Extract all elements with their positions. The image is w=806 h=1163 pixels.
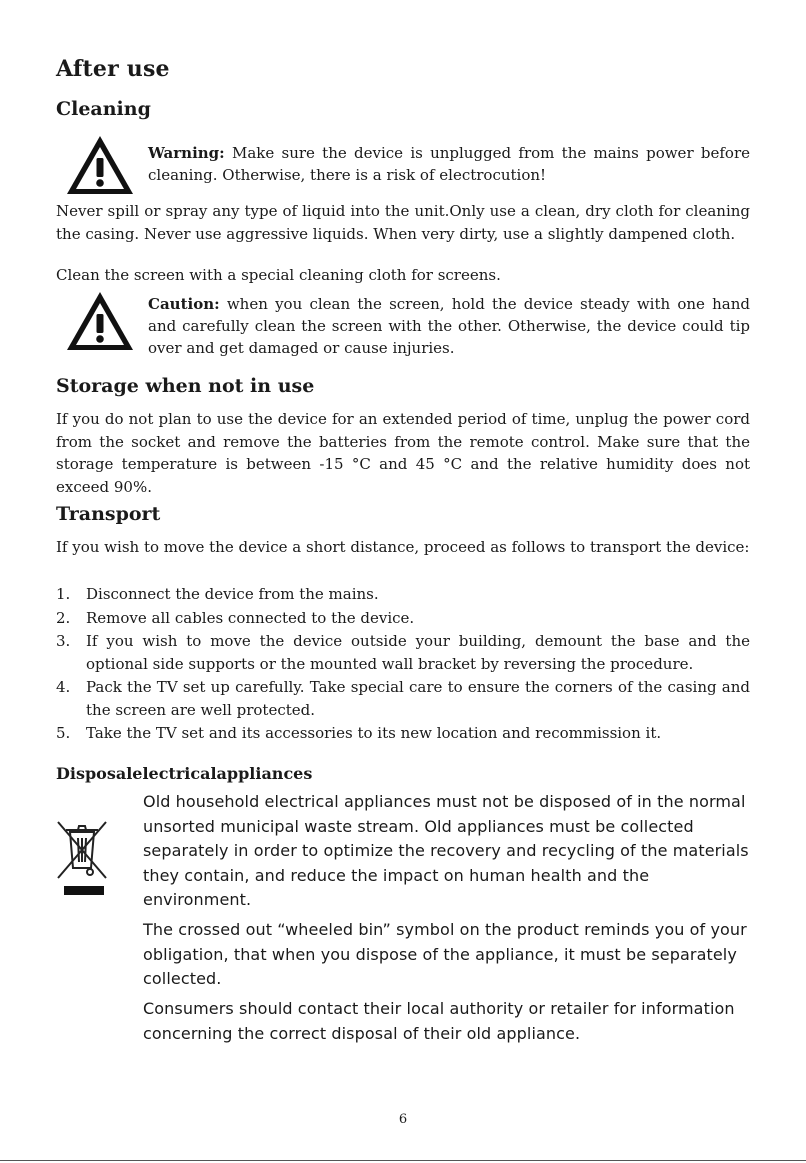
- warning-label: Warning:: [148, 144, 225, 162]
- cleaning-paragraph-1: Never spill or spray any type of liquid into the unit.Only use a clean, dry cloth for cleaning the casing. Never use aggressive liquids. When very dirty, use a slightly dampened cloth.: [56, 202, 750, 243]
- step-text: Take the TV set and its accessories to its new location and recommission it.: [86, 724, 662, 742]
- step-number: 4.: [56, 678, 71, 696]
- step-number: 5.: [56, 724, 71, 742]
- list-item: [56, 583, 750, 606]
- list-item: [56, 630, 750, 675]
- crossed-out-wheeled-bin-icon: [52, 810, 112, 902]
- list-item: [56, 722, 750, 745]
- bottom-rule: [0, 1160, 806, 1161]
- warning-note: [56, 134, 750, 196]
- list-item: [56, 676, 750, 721]
- cleaning-heading: Cleaning: [56, 98, 151, 120]
- warning-triangle-icon: [65, 290, 135, 352]
- step-number: 1.: [56, 585, 71, 603]
- step-number: 3.: [56, 632, 71, 650]
- step-text: Disconnect the device from the mains.: [86, 585, 379, 603]
- caution-body: when you clean the screen, hold the device steady with one hand and carefully clean the screen with the other. Otherwise, the device could tip over and get damaged or cause injuries.: [148, 295, 750, 357]
- list-item: [56, 607, 750, 630]
- step-number: 2.: [56, 608, 71, 627]
- step-text: Pack the TV set up carefully. Take special care to ensure the corners of the casing and the screen are well protected.: [86, 678, 750, 719]
- warning-triangle-icon: [65, 134, 135, 196]
- warning-body: Make sure the device is unplugged from the mains power before cleaning. Otherwise, there is a risk of electrocution!: [148, 144, 750, 184]
- page-title: After use: [56, 56, 170, 82]
- caution-text: [148, 293, 750, 359]
- warning-text: [148, 142, 750, 186]
- step-text: Remove all cables connected to the device.: [86, 608, 415, 627]
- storage-heading: Storage when not in use: [56, 375, 315, 397]
- disposal-paragraph-3: Consumers should contact their local authority or retailer for information concerning the correct disposal of their old appliance.: [143, 999, 735, 1043]
- page-number: 6: [398, 1112, 408, 1127]
- caution-note: [56, 288, 750, 357]
- transport-intro: If you wish to move the device a short distance, proceed as follows to transport the device:: [56, 538, 750, 556]
- caution-label: Caution:: [148, 295, 220, 313]
- disposal-paragraph-1: Old household electrical appliances must not be disposed of in the normal unsorted municipal waste stream. Old appliances must be collected separately in order to optimize the recovery and recycling of the materials they contain, and reduce the impact on human health and the environment.: [143, 792, 749, 909]
- disposal-heading: Disposalelectricalappliances: [56, 764, 313, 783]
- disposal-paragraph-2: The crossed out “wheeled bin” symbol on the product reminds you of your obligation, that when you dispose of the appliance, it must be separately collected.: [143, 920, 747, 988]
- cleaning-paragraph-2: Clean the screen with a special cleaning cloth for screens.: [56, 266, 501, 284]
- transport-steps: [56, 583, 750, 746]
- transport-heading: Transport: [56, 503, 161, 525]
- step-text: If you wish to move the device outside your building, demount the base and the optional side supports or the mounted wall bracket by reversing the procedure.: [86, 632, 750, 673]
- storage-paragraph: If you do not plan to use the device for an extended period of time, unplug the power cord from the socket and remove the batteries from the remote control. Make sure that the storage temperature is between -15 °C and 45 °C and the relative humidity does not exceed 90%.: [56, 410, 750, 496]
